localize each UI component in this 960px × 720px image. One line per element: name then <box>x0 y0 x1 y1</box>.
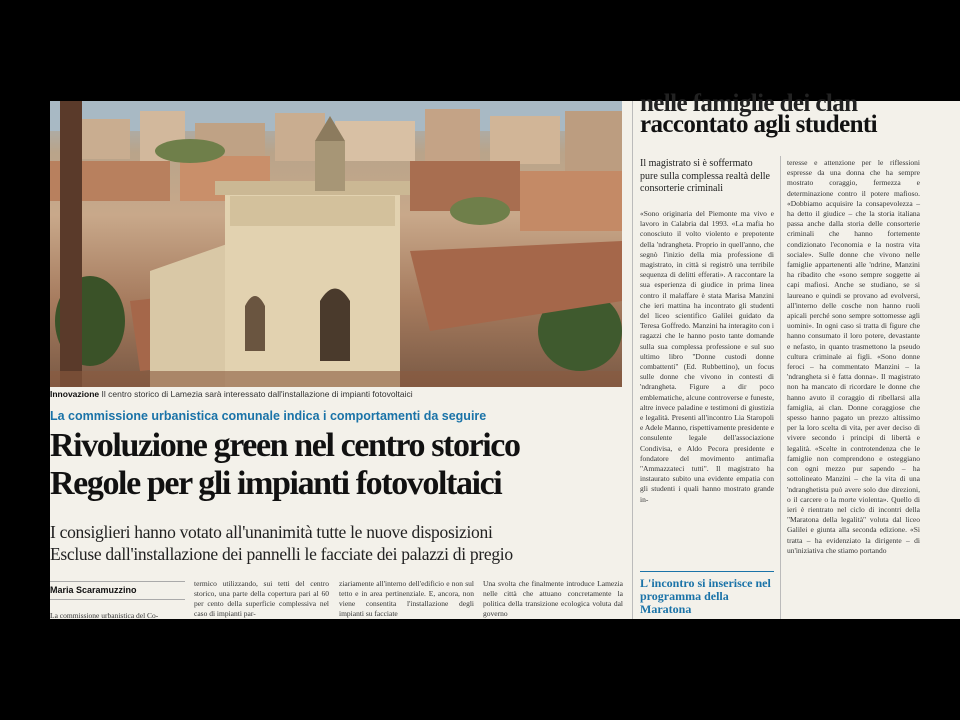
caption-text: Il centro storico di Lamezia sarà interessato dall'installazione di impianti fotovoltaici <box>101 389 413 399</box>
side-headline-cut: nelle famiglie dei clan <box>640 90 858 117</box>
byline-rule-bottom <box>50 599 185 600</box>
newspaper-page <box>50 90 960 620</box>
article-headline <box>50 427 625 503</box>
column-divider <box>632 101 633 619</box>
article-column-2: termico utilizzando, sui tetti del centro storico, una parte della copertura pari al 60 per cento della superficie complessiva nel caso di impianti par- <box>194 579 329 618</box>
article-subhead <box>50 521 625 565</box>
article-column-4: Una svolta che finalmente introduce Lamezia nelle città che attuano concretamente la politica della transizione ecologica voluta dal governo <box>483 579 623 618</box>
headline-line-1: Rivoluzione green nel centro storico <box>50 427 520 464</box>
side-body-right: teresse e attenzione per le riflessioni espresse da una donna che ha sempre mostrato coraggio, fermezza e determinazione contro il potere mafioso. «Dobbiamo acquisire la consapevolezza – ha detto il giudice – che la storia italiana passa anche dalla storia delle consorterie criminali che hanno fortemente condizionato l'economia e la nostra vita sociale». Sulle donne che vivono nelle famiglie appartenenti alle 'ndrine, Manzini ha ribadito che «sono sempre soggette ai capi mafiosi. Anche se studiano, se si laureano e quindi se provano ad evolversi, all'interno delle cosche non hanno ruoli apicali perché sono sempre sottomesse agli uomini». In ogni caso si tratta di figure che hanno consumato il loro potere, devastante e nefasto, in quanto trasmettono la pseudo cultura criminale ai figli. «Sono donne feroci – ha commentato Manzini – la 'ndrangheta si è fatta donna». Il magistrato non ha mancato di ricordare le donne che hanno avuto il coraggio di ribellarsi alla famiglia, ai clan. Donne coraggiose che spesso hanno pagato un prezzo altissimo per la loro scelta di vita, per aver deciso di vivere secondo i principi di libertà e legalità. «Scelte in controtendenza che le famiglie non comprendono e osteggiano con ogni mezzo pur sapendo – ha sottolineato Manzini – che la vita di una 'ndranghetista può avere solo due direzioni, o il carcere o la morte violenta». Quello di ieri è rientrato nel ciclo di incontri della "Maratona della legalità" voluta dal liceo Galilei e giunta alla seconda edizione. «Si tratta – ha evidenziato la dirigente – di un'iniziativa che stiamo portando <box>787 158 920 555</box>
side-callout: L'incontro si inserisce nel programma della Maratona <box>640 576 771 616</box>
side-column-divider <box>780 156 781 619</box>
subhead-line-2: Escluse dall'installazione dei pannelli le facciate dei palazzi di pregio <box>50 544 513 564</box>
side-body-left: «Sono originaria del Piemonte ma vivo e lavoro in Calabria dal 1993. «La mafia ho conosciuto il volto violento e prepotente della 'ndrangheta. Proprio in quell'anno, che segnò l'inizio della mia professione di magistrato, in città si registrò una terribile sequenza di delitti efferati». A raccontare la sua esperienza di giudice in prima linea contro il malaffare è stata Marisa Manzini che ieri mattina ha incontrato gli studenti del liceo scientifico Galilei guidato da Teresa Goffredo. Manzini ha interagito con i ragazzi che le hanno posto tante domande sulla sua complessa professione e sul suo ultimo libro "Donne custodi donne combattenti" (Ed. Rubbettino), un focus sulle donne che vivono in contesti di 'ndrangheta. Figure a dir poco emblematiche, alcune controverse e funeste, altre invece paladine e testimoni di giustizia e legalità. Presenti all'incontro Lia Staropoli e Adele Manno, rispettivamente presidente e consulente legale dell'associazione Condivisa, e Aldo Pecora presidente e fondatore del movimento antimafia "Ammazzateci tutti". Il magistrato ha instaurato subito una evidente empatia con gli studenti i quali hanno mostrato grande in- <box>640 209 774 504</box>
side-article <box>640 90 960 619</box>
side-headline-main: raccontato agli studenti <box>640 111 877 138</box>
side-headline <box>640 90 877 139</box>
byline-rule <box>50 581 185 582</box>
town-photo <box>50 101 622 387</box>
article-column-1: La commissione urbanistica del Co- <box>50 611 159 620</box>
side-lead: Il magistrato si è soffermato pure sulla complessa realtà delle consorterie criminali <box>640 158 770 194</box>
photo-caption <box>50 389 622 399</box>
subhead-line-1: I consiglieri hanno votato all'unanimità tutte le nuove disposizioni <box>50 522 493 542</box>
town-photo-illustration <box>50 101 622 387</box>
callout-rule <box>640 571 774 572</box>
article-column-3: ziariamente all'interno dell'edificio e non sul tetto e in area pertinenziale. E, ancora, non viene consentita l'installazione degli impianti su facciate <box>339 579 474 618</box>
article-kicker: La commissione urbanistica comunale indica i comportamenti da seguire <box>50 409 487 423</box>
byline: Maria Scaramuzzino <box>50 585 137 595</box>
caption-label: Innovazione <box>50 389 100 399</box>
headline-line-2: Regole per gli impianti fotovoltaici <box>50 465 502 502</box>
